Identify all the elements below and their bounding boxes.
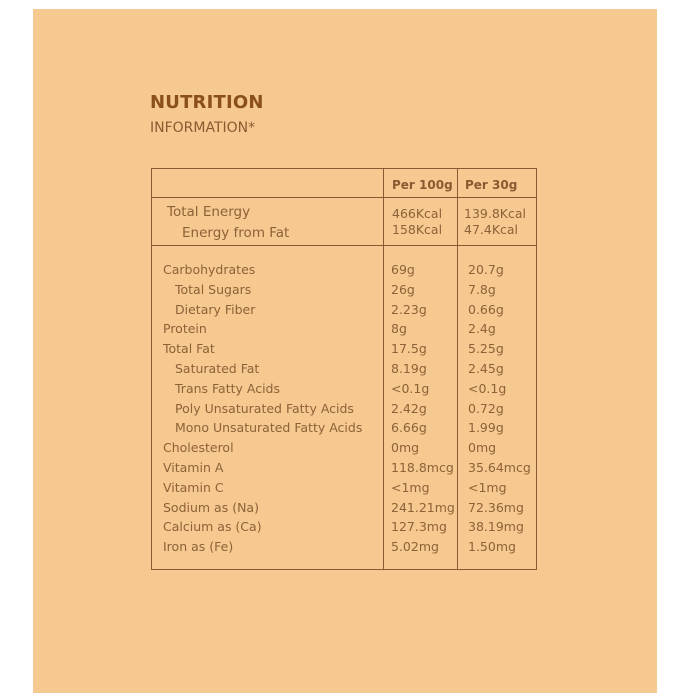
title-information: INFORMATION*	[150, 120, 256, 136]
nutrient-label: Poly Unsaturated Fatty Acids	[175, 401, 354, 416]
nutrient-label: Protein	[163, 321, 207, 336]
nutrient-per-30g: 0.66g	[468, 302, 504, 317]
nutrient-per-30g: 1.50mg	[468, 539, 516, 554]
nutrient-per-100g: <0.1g	[391, 381, 430, 396]
nutrient-per-100g: 118.8mcg	[391, 460, 454, 475]
nutrient-per-30g: 20.7g	[468, 262, 504, 277]
nutrient-per-100g: 127.3mg	[391, 519, 447, 534]
nutrient-label: Total Sugars	[175, 282, 252, 297]
energy-per-100g: 158Kcal	[392, 222, 443, 237]
nutrient-label: Iron as (Fe)	[163, 539, 234, 554]
column-divider-1	[383, 169, 384, 569]
nutrient-label: Cholesterol	[163, 440, 234, 455]
column-divider-2	[457, 169, 458, 569]
nutrient-per-30g: 38.19mg	[468, 519, 524, 534]
nutrient-label: Dietary Fiber	[175, 302, 256, 317]
nutrient-per-100g: 69g	[391, 262, 415, 277]
nutrient-per-100g: 26g	[391, 282, 415, 297]
nutrient-label: Saturated Fat	[175, 361, 260, 376]
nutrient-per-100g: 0mg	[391, 440, 420, 455]
nutrient-per-100g: 2.42g	[391, 401, 427, 416]
nutrient-per-100g: 241.21mg	[391, 500, 455, 515]
nutrient-per-100g: 5.02mg	[391, 539, 439, 554]
nutrient-label: Mono Unsaturated Fatty Acids	[175, 420, 363, 435]
column-header-per-30g: Per 30g	[465, 178, 518, 192]
nutrient-per-100g: 2.23g	[391, 302, 427, 317]
nutrient-per-100g: <1mg	[391, 480, 430, 495]
nutrient-label: Carbohydrates	[163, 262, 256, 277]
energy-per-100g: 466Kcal	[392, 206, 443, 221]
nutrient-per-30g: 2.45g	[468, 361, 504, 376]
nutrient-label: Sodium as (Na)	[163, 500, 259, 515]
nutrient-per-100g: 8.19g	[391, 361, 427, 376]
title-nutrition: NUTRITION	[150, 92, 264, 113]
nutrient-label: Vitamin C	[163, 480, 224, 495]
nutrient-per-30g: 0mg	[468, 440, 497, 455]
energy-per-30g: 47.4Kcal	[464, 222, 519, 237]
nutrient-per-100g: 8g	[391, 321, 407, 336]
nutrient-label: Total Fat	[163, 341, 215, 356]
nutrient-per-30g: 7.8g	[468, 282, 496, 297]
nutrient-label: Trans Fatty Acids	[175, 381, 281, 396]
nutrient-per-30g: 35.64mcg	[468, 460, 531, 475]
nutrient-per-100g: 6.66g	[391, 420, 427, 435]
nutrient-per-30g: 0.72g	[468, 401, 504, 416]
nutrient-per-30g: <0.1g	[468, 381, 507, 396]
nutrient-per-30g: 1.99g	[468, 420, 504, 435]
nutrient-label: Calcium as (Ca)	[163, 519, 262, 534]
header-divider	[152, 197, 536, 198]
nutrient-per-100g: 17.5g	[391, 341, 427, 356]
energy-per-30g: 139.8Kcal	[464, 206, 526, 221]
energy-label: Total Energy	[167, 204, 251, 220]
column-header-per-100g: Per 100g	[392, 178, 453, 192]
energy-label: Energy from Fat	[182, 225, 290, 241]
nutrient-label: Vitamin A	[163, 460, 224, 475]
nutrient-per-30g: <1mg	[468, 480, 507, 495]
energy-divider	[152, 245, 536, 246]
nutrient-per-30g: 72.36mg	[468, 500, 524, 515]
nutrient-per-30g: 5.25g	[468, 341, 504, 356]
nutrient-per-30g: 2.4g	[468, 321, 496, 336]
